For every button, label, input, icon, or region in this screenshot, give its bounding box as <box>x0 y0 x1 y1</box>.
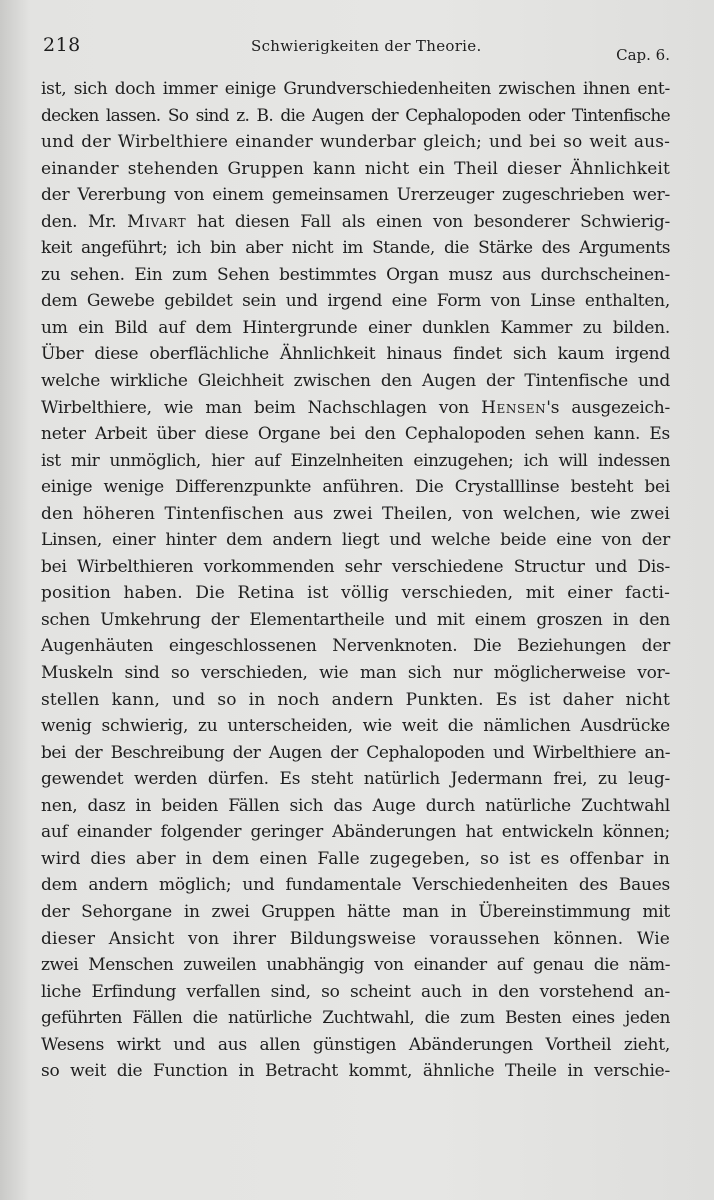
text-line: und der Wirbelthiere einander wunderbar gleich; und bei so weit aus- <box>41 132 670 153</box>
running-title: Schwierigkeiten der Theorie. <box>251 37 482 55</box>
text-segment: Wirbelthiere, wie man beim Nachschlagen von <box>41 397 482 418</box>
text-line: dieser Ansicht von ihrer Bildungsweise voraussehen können. Wie <box>41 928 670 949</box>
text-segment: hat diesen Fall als einen von besonderer Schwierig- <box>186 211 670 232</box>
text-line: auf einander folgender geringer Abänderungen hat entwickeln können; <box>41 822 670 843</box>
text-line: geführten Fällen die natürliche Zuchtwahl, die zum Besten eines jeden <box>41 1008 670 1029</box>
text-line: einander stehenden Gruppen kann nicht ein Theil dieser Ähnlichkeit <box>41 158 670 179</box>
page-header <box>43 34 670 64</box>
text-line <box>41 209 670 236</box>
text-line: ist mir unmöglich, hier auf Einzelnheiten einzugehen; ich will indessen <box>41 450 670 471</box>
text-line: Muskeln sind so verschieden, wie man sich nur möglicherweise vor- <box>41 663 670 684</box>
text-line: wenig schwierig, zu unterscheiden, wie weit die nämlichen Ausdrücke <box>41 716 670 737</box>
chapter-label: Cap. 6. <box>616 46 670 64</box>
text-line: ist, sich doch immer einige Grundverschiedenheiten zwischen ihnen ent- <box>41 79 670 99</box>
text-line: so weit die Function in Betracht kommt, ähnliche Theile in verschie- <box>41 1061 670 1082</box>
text-line <box>41 395 670 422</box>
text-line: schen Umkehrung der Elementartheile und mit einem groszen in den <box>41 609 670 630</box>
text-line: um ein Bild auf dem Hintergrunde einer dunklen Kammer zu bilden. <box>41 317 670 338</box>
text-line: den höheren Tintenfischen aus zwei Theilen, von welchen, wie zwei <box>41 503 670 524</box>
text-line: bei der Beschreibung der Augen der Cephalopoden und Wirbelthiere an- <box>41 742 670 763</box>
text-line: zu sehen. Ein zum Sehen bestimmtes Organ musz aus durchscheinen- <box>41 264 670 285</box>
text-line: der Vererbung von einem gemeinsamen Urerzeuger zugeschrieben wer- <box>41 185 670 206</box>
body-text <box>41 76 670 1085</box>
text-line: zwei Menschen zuweilen unabhängig von einander auf genau die näm- <box>41 955 670 976</box>
text-segment: 's ausgezeich- <box>546 397 670 418</box>
author-name-mivart: Mivart <box>127 211 187 232</box>
text-line: liche Erfindung verfallen sind, so scheint auch in den vorstehend an- <box>41 981 670 1002</box>
text-line: dem Gewebe gebildet sein und irgend eine Form von Linse enthalten, <box>41 291 670 312</box>
text-line: der Sehorgane in zwei Gruppen hätte man in Übereinstimmung mit <box>41 901 670 922</box>
text-line: wird dies aber in dem einen Falle zugegeben, so ist es offenbar in <box>41 848 670 869</box>
text-line: Linsen, einer hinter dem andern liegt und welche beide eine von der <box>41 530 670 551</box>
page-number: 218 <box>43 34 81 56</box>
text-line: nen, dasz in beiden Fällen sich das Auge durch natürliche Zuchtwahl <box>41 795 670 816</box>
text-segment: den. Mr. <box>41 211 128 232</box>
text-line: dem andern möglich; und fundamentale Verschiedenheiten des Baues <box>41 875 670 896</box>
text-line: gewendet werden dürfen. Es steht natürlich Jedermann frei, zu leug- <box>41 769 670 790</box>
text-line: neter Arbeit über diese Organe bei den Cephalopoden sehen kann. Es <box>41 424 670 445</box>
text-line: Wesens wirkt und aus allen günstigen Abänderungen Vortheil zieht, <box>41 1034 670 1055</box>
text-line: welche wirkliche Gleichheit zwischen den Augen der Tintenfische und <box>41 371 670 392</box>
text-line: stellen kann, und so in noch andern Punkten. Es ist daher nicht <box>41 689 670 710</box>
text-line: decken lassen. So sind z. B. die Augen der Cephalopoden oder Tintenfische <box>41 105 670 126</box>
text-line: position haben. Die Retina ist völlig verschieden, mit einer facti- <box>41 583 670 604</box>
text-line: keit angeführt; ich bin aber nicht im Stande, die Stärke des Arguments <box>41 238 670 259</box>
text-line: Augenhäuten eingeschlossenen Nervenknoten. Die Beziehungen der <box>41 636 670 657</box>
author-name-hensen: Hensen <box>481 397 547 418</box>
text-line: bei Wirbelthieren vorkommenden sehr verschiedene Structur und Dis- <box>41 556 670 577</box>
text-line: Über diese oberflächliche Ähnlichkeit hinaus findet sich kaum irgend <box>41 344 670 365</box>
text-line: einige wenige Differenzpunkte anführen. Die Crystalllinse besteht bei <box>41 477 670 498</box>
